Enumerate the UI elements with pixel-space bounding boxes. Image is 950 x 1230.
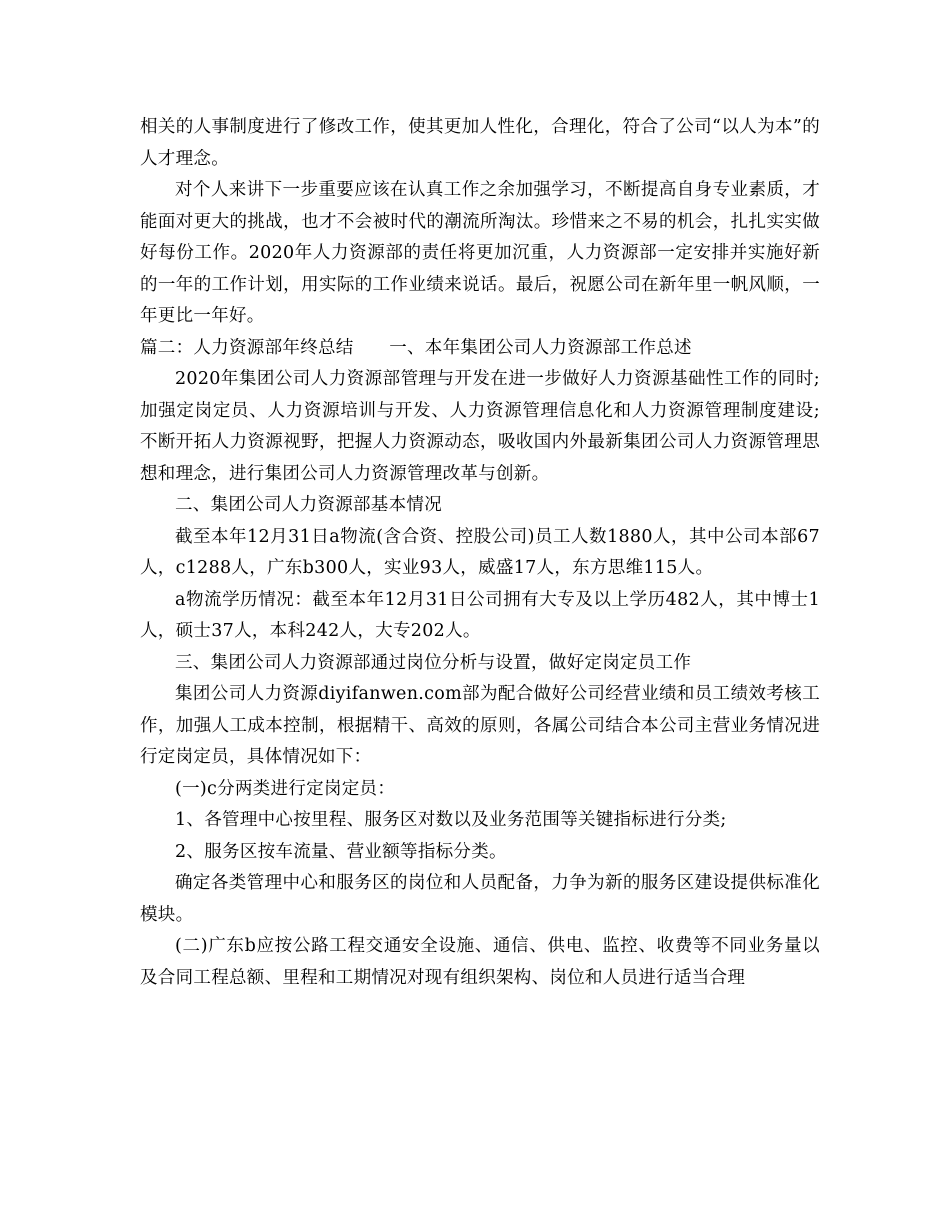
section-heading-basic-info: 二、集团公司人力资源部基本情况 [175, 495, 442, 515]
sub-heading-1: (一)c分两类进行定岗定员： [175, 778, 396, 799]
section-heading-job-analysis: 三、集团公司人力资源部通过岗位分析与设置，做好定岗定员工作 [175, 652, 692, 673]
paragraph-7: 确定各类管理中心和服务区的岗位和人员配备，力争为新的服务区建设提供标准化模块。 [140, 873, 820, 925]
paragraph-6: 集团公司人力资源diyifanwen.com部为配合做好公司经营业绩和员工绩效考核工作，加强人工成本控制，根据精干、高效的原则，各属公司结合本公司主营业务情况进行定岗定员，具体情况如下： [140, 684, 820, 767]
paragraph-8: (二)广东b应按公路工程交通安全设施、通信、供电、监控、收费等不同业务量以及合同工程总额、里程和工期情况对现有组织架构、岗位和人员进行适当合理 [140, 936, 820, 988]
paragraph-4: 截至本年12月31日a物流(含合资、控股公司)员工人数1880人，其中公司本部67人，c1288人，广东b300人，实业93人，威盛17人，东方思维115人。 [140, 526, 820, 578]
document-body [140, 112, 820, 994]
paragraph-1: 相关的人事制度进行了修改工作，使其更加人性化，合理化，符合了公司“以人为本”的人才理念。 [140, 117, 820, 169]
list-item-2: 2、服务区按车流量、营业额等指标分类。 [175, 841, 507, 862]
paragraph-2: 对个人来讲下一步重要应该在认真工作之余加强学习，不断提高自身专业素质，才能面对更大的挑战，也才不会被时代的潮流所淘汰。珍惜来之不易的机会，扎扎实实做好每份工作。2020年人力资源部的责任将更加沉重，人力资源部一定安排并实施好新的一年的工作计划，用实际的工作业绩来说话。最后，祝愿公司在新年里一帆风顺，一年更比一年好。 [140, 180, 820, 326]
paragraph-5: a物流学历情况：截至本年12月31日公司拥有大专及以上学历482人，其中博士1人，硕士37人，本科242人，大专202人。 [140, 589, 820, 641]
list-item-1: 1、各管理中心按里程、服务区对数以及业务范围等关键指标进行分类; [175, 810, 727, 830]
section-heading-part-two: 篇二：人力资源部年终总结 一、本年集团公司人力资源部工作总述 [140, 337, 692, 358]
paragraph-3: 2020年集团公司人力资源部管理与开发在进一步做好人力资源基础性工作的同时;加强定岗定员、人力资源培训与开发、人力资源管理信息化和人力资源管理制度建设;不断开拓人力资源视野，把握人力资源动态，吸收国内外最新集团公司人力资源管理思想和理念，进行集团公司人力资源管理改革与创新。 [140, 369, 820, 484]
